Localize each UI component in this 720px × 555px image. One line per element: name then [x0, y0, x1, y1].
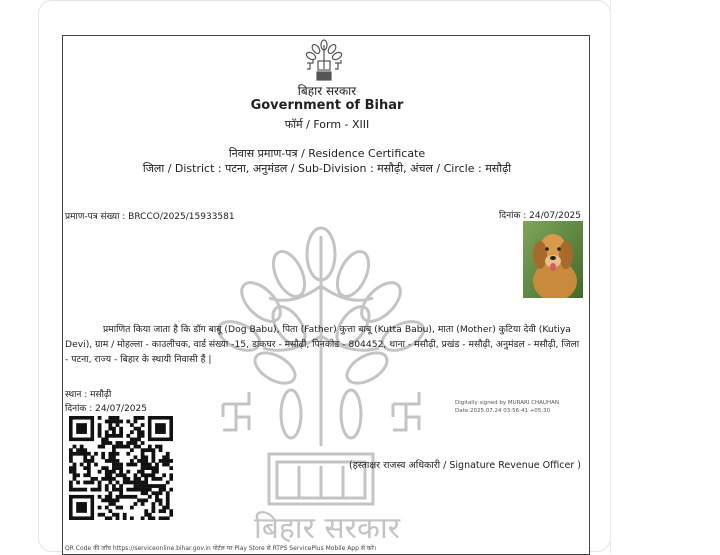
certificate-document[interactable] [62, 35, 590, 555]
right-divider [610, 0, 611, 554]
applicant-photo [523, 221, 583, 298]
officer-signature-label: (हस्ताक्षर राजस्व अधिकारी / Signature Revenue Officer ) [349, 460, 581, 471]
digital-signature-line2: Date:2025.07.24 03:56:41 +05:30 [455, 408, 551, 414]
issue-date: दिनांक : 24/07/2025 [499, 211, 581, 221]
watermark-text: बिहार सरकार [253, 511, 401, 546]
place: स्थान : मसौढ़ी [65, 390, 112, 400]
form-number: फॉर्म / Form - XIII [284, 118, 370, 131]
certificate-number: प्रमाण-पत्र संख्या : BRCCO/2025/15933581 [65, 212, 235, 222]
qr-code[interactable] [69, 416, 173, 520]
place-date: दिनांक : 24/07/2025 [65, 404, 147, 414]
state-emblem-icon [301, 39, 347, 83]
certificate-title: निवास प्रमाण-पत्र / Residence Certificate [228, 147, 426, 160]
digital-signature [455, 399, 559, 415]
certificate-body: प्रमाणित किया जाता है कि डॉग बाबू (Dog Babu), पिता (Father) कुत्ता बाबू (Kutta Babu), माता (Mother) कुटिया देवी (Kutiya Devi), ग्राम / मोहल्ला - काउलीचक, वार्ड संख्या -15, डाकघर - मसौढ़ी, पिनकोड - 804452, थाना - मसौढ़ी, प्रखंड - मसौढ़ी, अनुमंडल - मसौढ़ी, जिला - पटना, राज्य - बिहार के स्थायी निवासी हैं | [65, 324, 580, 365]
digital-signature-line1: Digitally signed by MURARI CHAUHAN [455, 400, 559, 406]
hindi-government-title: बिहार सरकार [297, 84, 357, 98]
district-line: जिला / District : पटना, अनुमंडल / Sub-Division : मसौढ़ी, अंचल / Circle : मसौढ़ी [142, 162, 512, 175]
government-title: Government of Bihar [250, 98, 404, 113]
footer-note: QR Code की जाँच https://serviceonline.bihar.gov.in पोर्टल पर Play Store से RTPS ServicePlus Mobile App से करें। [65, 545, 377, 552]
